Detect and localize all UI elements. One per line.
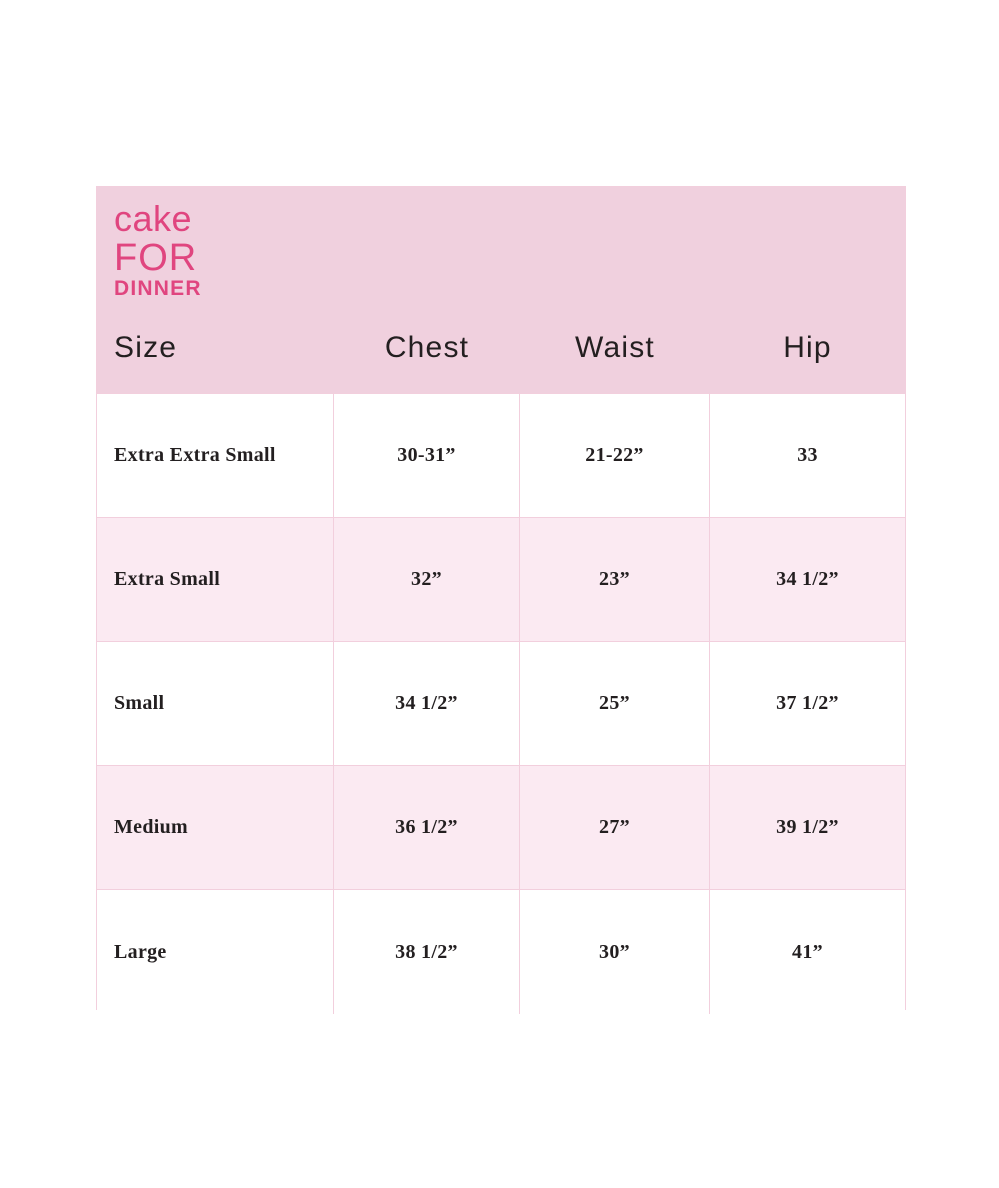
cell-hip [710, 642, 905, 765]
size-label: Small [114, 692, 165, 714]
table-row [97, 766, 905, 890]
column-header-size [97, 331, 334, 393]
chest-value: 38 1/2” [395, 940, 458, 963]
cell-waist [520, 642, 710, 765]
brand-logo-line-2: FOR [114, 237, 198, 279]
table-row [97, 890, 905, 1014]
hip-value: 34 1/2” [776, 568, 839, 590]
column-header-waist-label: Waist [575, 331, 655, 364]
brand-logo-line-3: DINNER [114, 277, 202, 300]
cell-size [97, 766, 334, 889]
cell-size [97, 642, 334, 765]
table-header-row [97, 331, 905, 393]
size-chart-card [96, 186, 906, 1010]
hip-value: 33 [797, 444, 818, 466]
cell-size [97, 394, 334, 517]
cell-hip [710, 890, 905, 1014]
chest-value: 36 1/2” [395, 816, 458, 838]
cell-waist [520, 518, 710, 641]
hip-value: 41” [792, 940, 823, 963]
cell-waist [520, 394, 710, 517]
chest-value: 32” [411, 568, 442, 590]
cell-chest [334, 766, 520, 889]
cell-size [97, 890, 334, 1014]
cell-hip [710, 518, 905, 641]
hip-value: 37 1/2” [776, 692, 839, 714]
waist-value: 30” [599, 940, 630, 963]
waist-value: 23” [599, 568, 630, 590]
chest-value: 34 1/2” [395, 692, 458, 714]
table-row [97, 642, 905, 766]
column-header-chest [334, 331, 520, 393]
cell-waist [520, 890, 710, 1014]
size-label: Extra Extra Small [114, 444, 276, 466]
cell-chest [334, 518, 520, 641]
waist-value: 21-22” [585, 444, 644, 466]
cell-chest [334, 642, 520, 765]
size-label: Large [114, 940, 167, 963]
size-label: Medium [114, 816, 189, 838]
waist-value: 27” [599, 816, 630, 838]
cell-chest [334, 394, 520, 517]
column-header-hip-label: Hip [783, 331, 832, 364]
column-header-hip [710, 331, 905, 393]
table-row [97, 518, 905, 642]
size-label: Extra Small [114, 568, 221, 590]
cell-waist [520, 766, 710, 889]
brand-logo-line-1: cake [114, 198, 193, 239]
chest-value: 30-31” [397, 444, 456, 466]
table-row [97, 394, 905, 518]
column-header-waist [520, 331, 710, 393]
column-header-chest-label: Chest [384, 331, 470, 364]
table-body [97, 393, 905, 1014]
cell-hip [710, 766, 905, 889]
hip-value: 39 1/2” [776, 816, 839, 838]
waist-value: 25” [599, 692, 630, 714]
chart-header-band [97, 187, 905, 393]
column-header-size-label: Size [114, 331, 178, 364]
brand-logo [114, 198, 202, 300]
cell-chest [334, 890, 520, 1014]
cell-size [97, 518, 334, 641]
cell-hip [710, 394, 905, 517]
